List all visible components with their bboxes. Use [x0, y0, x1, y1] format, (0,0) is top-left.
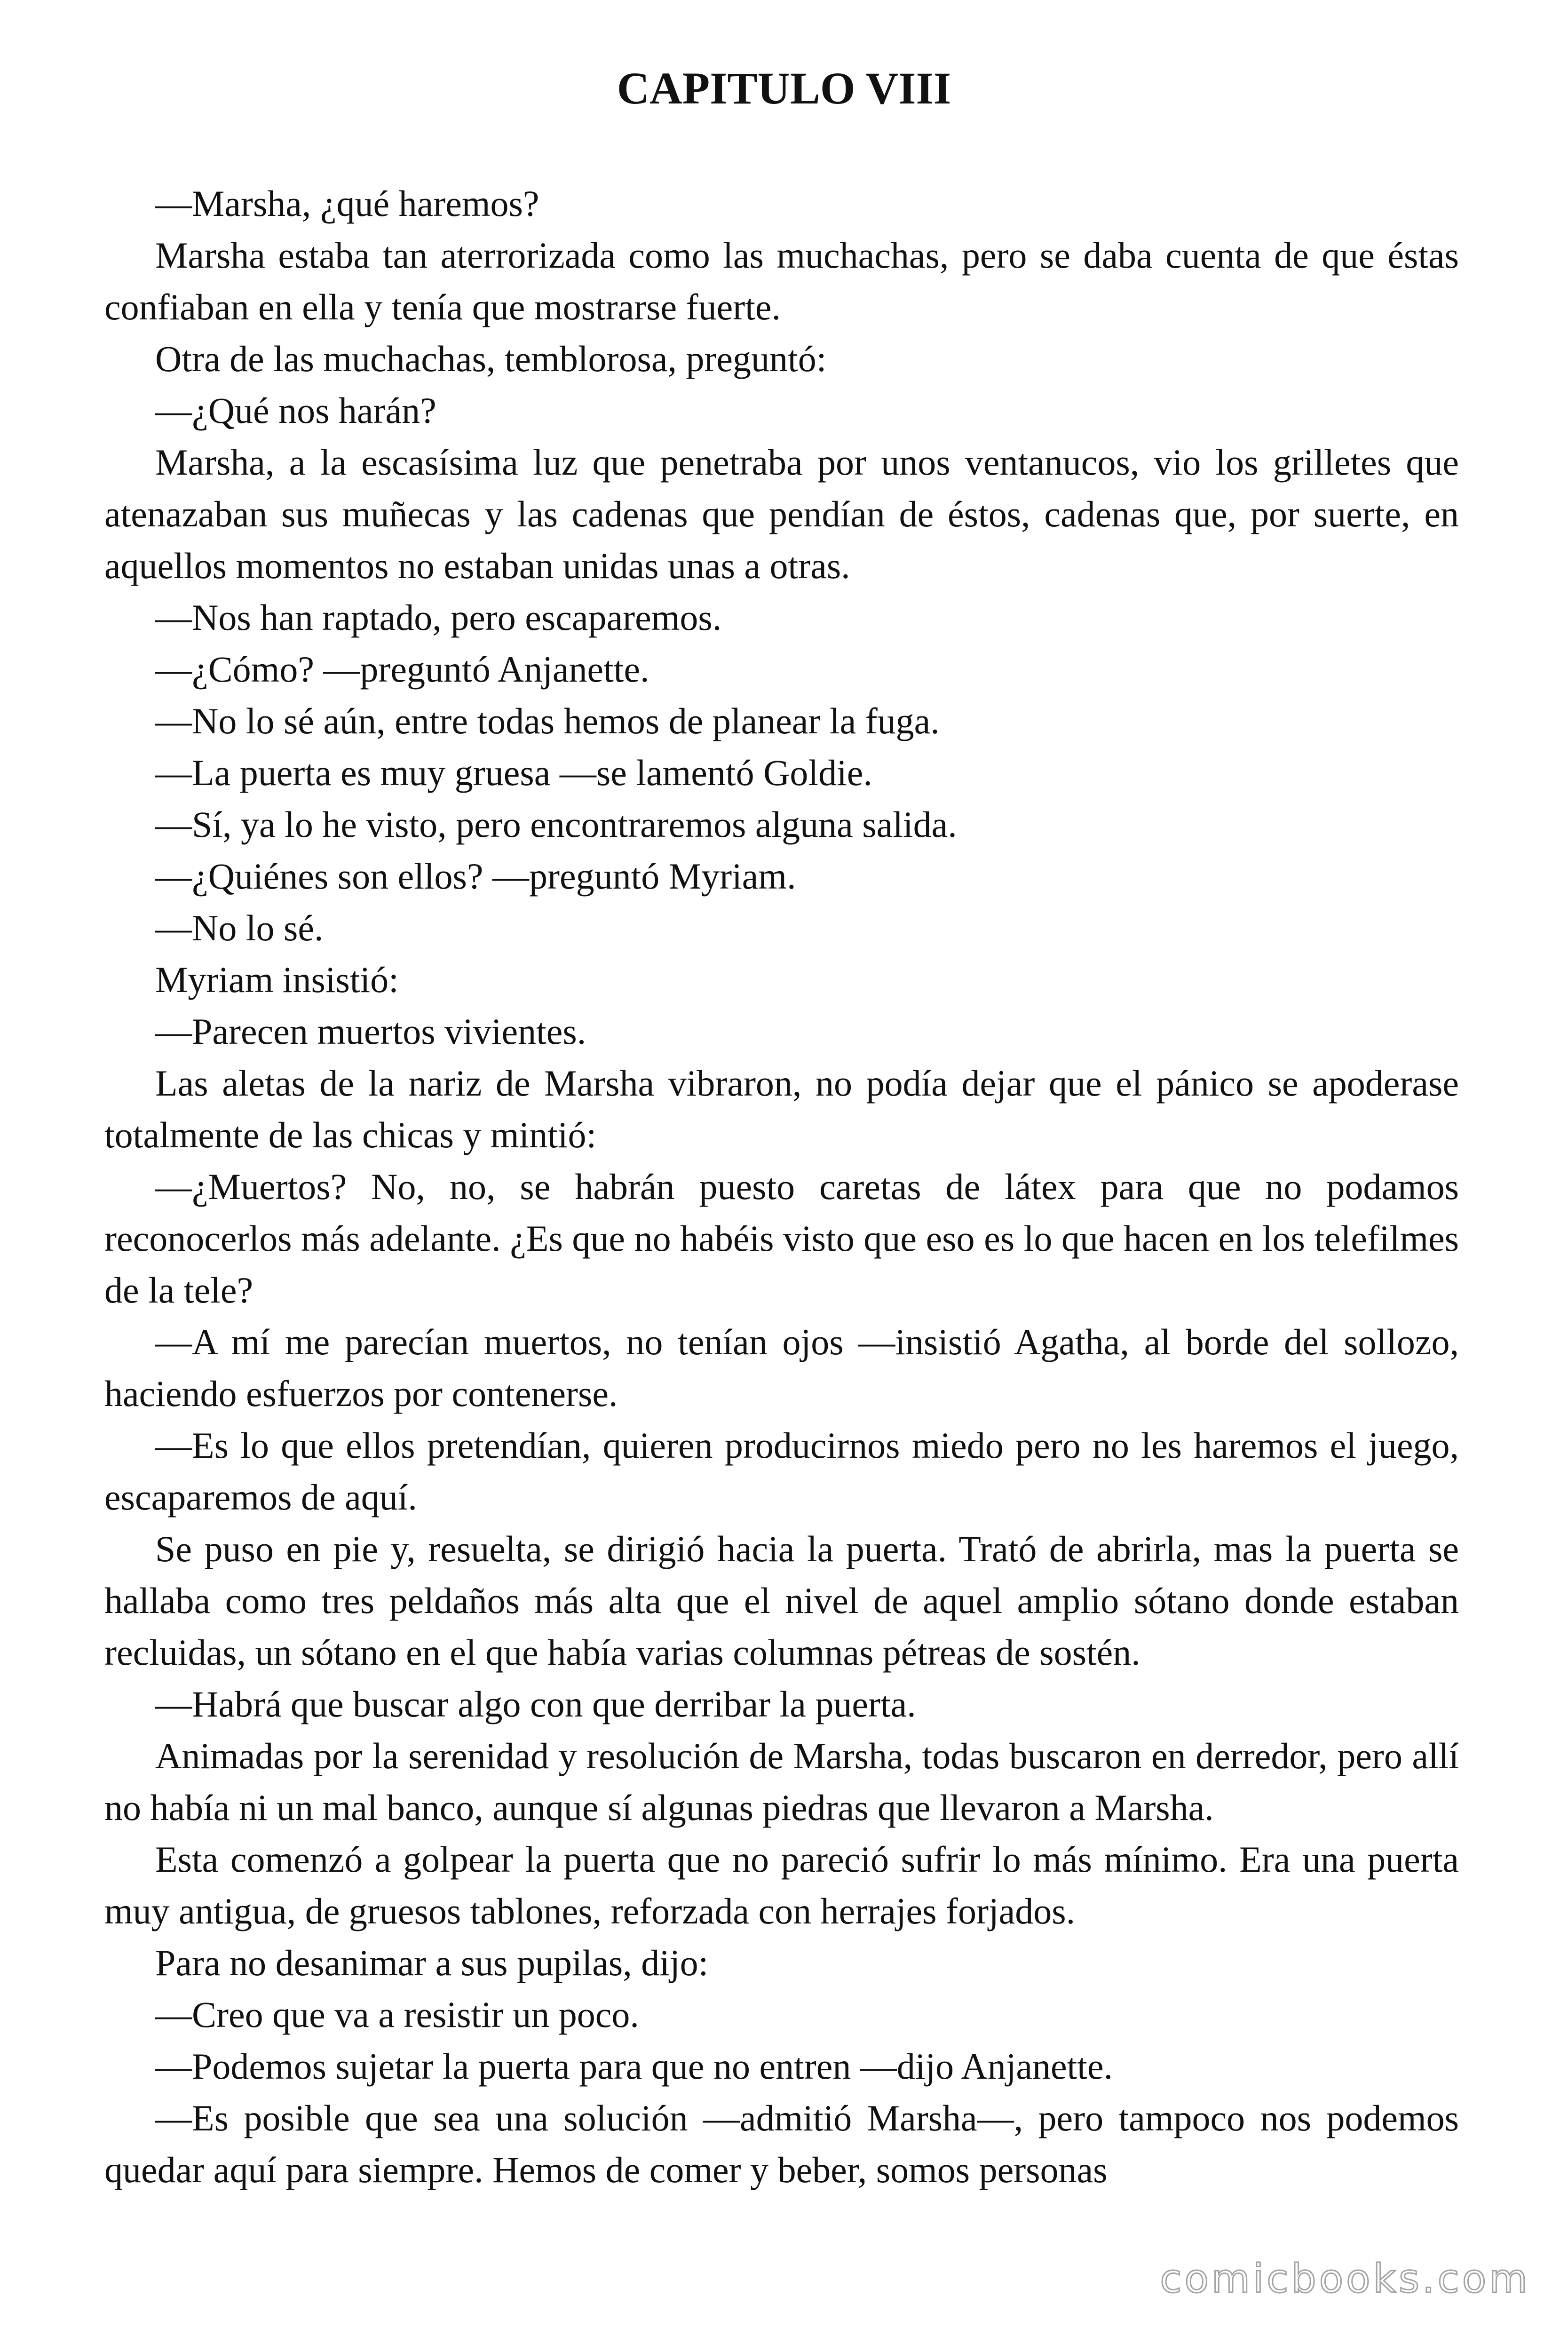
watermark-logo: comicbooks.com [1160, 2256, 1530, 2302]
paragraph: —A mí me parecían muertos, no tenían ojos —insistió Agatha, al borde del sollozo, haciendo esfuerzos por contenerse. [104, 1321, 1459, 1414]
paragraph: —¿Quiénes son ellos? —preguntó Myriam. [155, 856, 796, 897]
paragraph: —No lo sé aún, entre todas hemos de planear la fuga. [155, 700, 940, 741]
paragraph: Otra de las muchachas, temblorosa, preguntó: [155, 338, 827, 379]
paragraph: —¿Qué nos harán? [155, 390, 436, 431]
paragraph: Marsha, a la escasísima luz que penetraba por unos ventanucos, vio los grilletes que atenazaban sus muñecas y las cadenas que pendían de éstos, cadenas que, por suerte, en aquellos momentos no estaban unidas unas a otras. [104, 442, 1459, 586]
paragraph: —Marsha, ¿qué haremos? [155, 183, 539, 224]
paragraph: —No lo sé. [155, 907, 324, 948]
paragraph: Animadas por la serenidad y resolución de Marsha, todas buscaron en derredor, pero allí no había ni un mal banco, aunque sí algunas piedras que llevaron a Marsha. [104, 1735, 1459, 1828]
paragraph: Las aletas de la nariz de Marsha vibraron, no podía dejar que el pánico se apoderase totalmente de las chicas y mintió: [104, 1063, 1459, 1155]
paragraph: —Parecen muertos vivientes. [155, 1011, 586, 1052]
paragraph: —La puerta es muy gruesa —se lamentó Goldie. [155, 752, 872, 793]
paragraph: —¿Cómo? —preguntó Anjanette. [155, 649, 649, 690]
paragraph: —Sí, ya lo he visto, pero encontraremos alguna salida. [155, 804, 957, 845]
body-text [104, 178, 1459, 2196]
paragraph: Myriam insistió: [155, 959, 399, 1000]
paragraph: Para no desanimar a sus pupilas, dijo: [155, 1942, 709, 1983]
paragraph: —Es lo que ellos pretendían, quieren producirnos miedo pero no les haremos el juego, escaparemos de aquí. [104, 1425, 1459, 1518]
paragraph: —Podemos sujetar la puerta para que no entren —dijo Anjanette. [155, 2046, 1113, 2087]
paragraph: Se puso en pie y, resuelta, se dirigió hacia la puerta. Trató de abrirla, mas la puerta se hallaba como tres peldaños más alta que el nivel de aquel amplio sótano donde estaban recluidas, un sótano en el que había varias columnas pétreas de sostén. [104, 1528, 1459, 1673]
chapter-title: CAPITULO VIII [617, 63, 951, 113]
paragraph: Esta comenzó a golpear la puerta que no pareció sufrir lo más mínimo. Era una puerta muy antigua, de gruesos tablones, reforzada con herrajes forjados. [104, 1839, 1459, 1931]
paragraph: —Nos han raptado, pero escaparemos. [155, 597, 722, 638]
paragraph: —Es posible que sea una solución —admitió Marsha—, pero tampoco nos podemos quedar aquí para siempre. Hemos de comer y beber, somos personas [104, 2098, 1459, 2190]
paragraph: Marsha estaba tan aterrorizada como las muchachas, pero se daba cuenta de que éstas confiaban en ella y tenía que mostrarse fuerte. [104, 235, 1459, 327]
paragraph: —Creo que va a resistir un poco. [155, 1994, 639, 2035]
paragraph: —Habrá que buscar algo con que derribar la puerta. [155, 1684, 916, 1724]
paragraph: —¿Muertos? No, no, se habrán puesto caretas de látex para que no podamos reconocerlos más adelante. ¿Es que no habéis visto que eso es lo que hacen en los telefilmes de la tele? [104, 1166, 1459, 1311]
